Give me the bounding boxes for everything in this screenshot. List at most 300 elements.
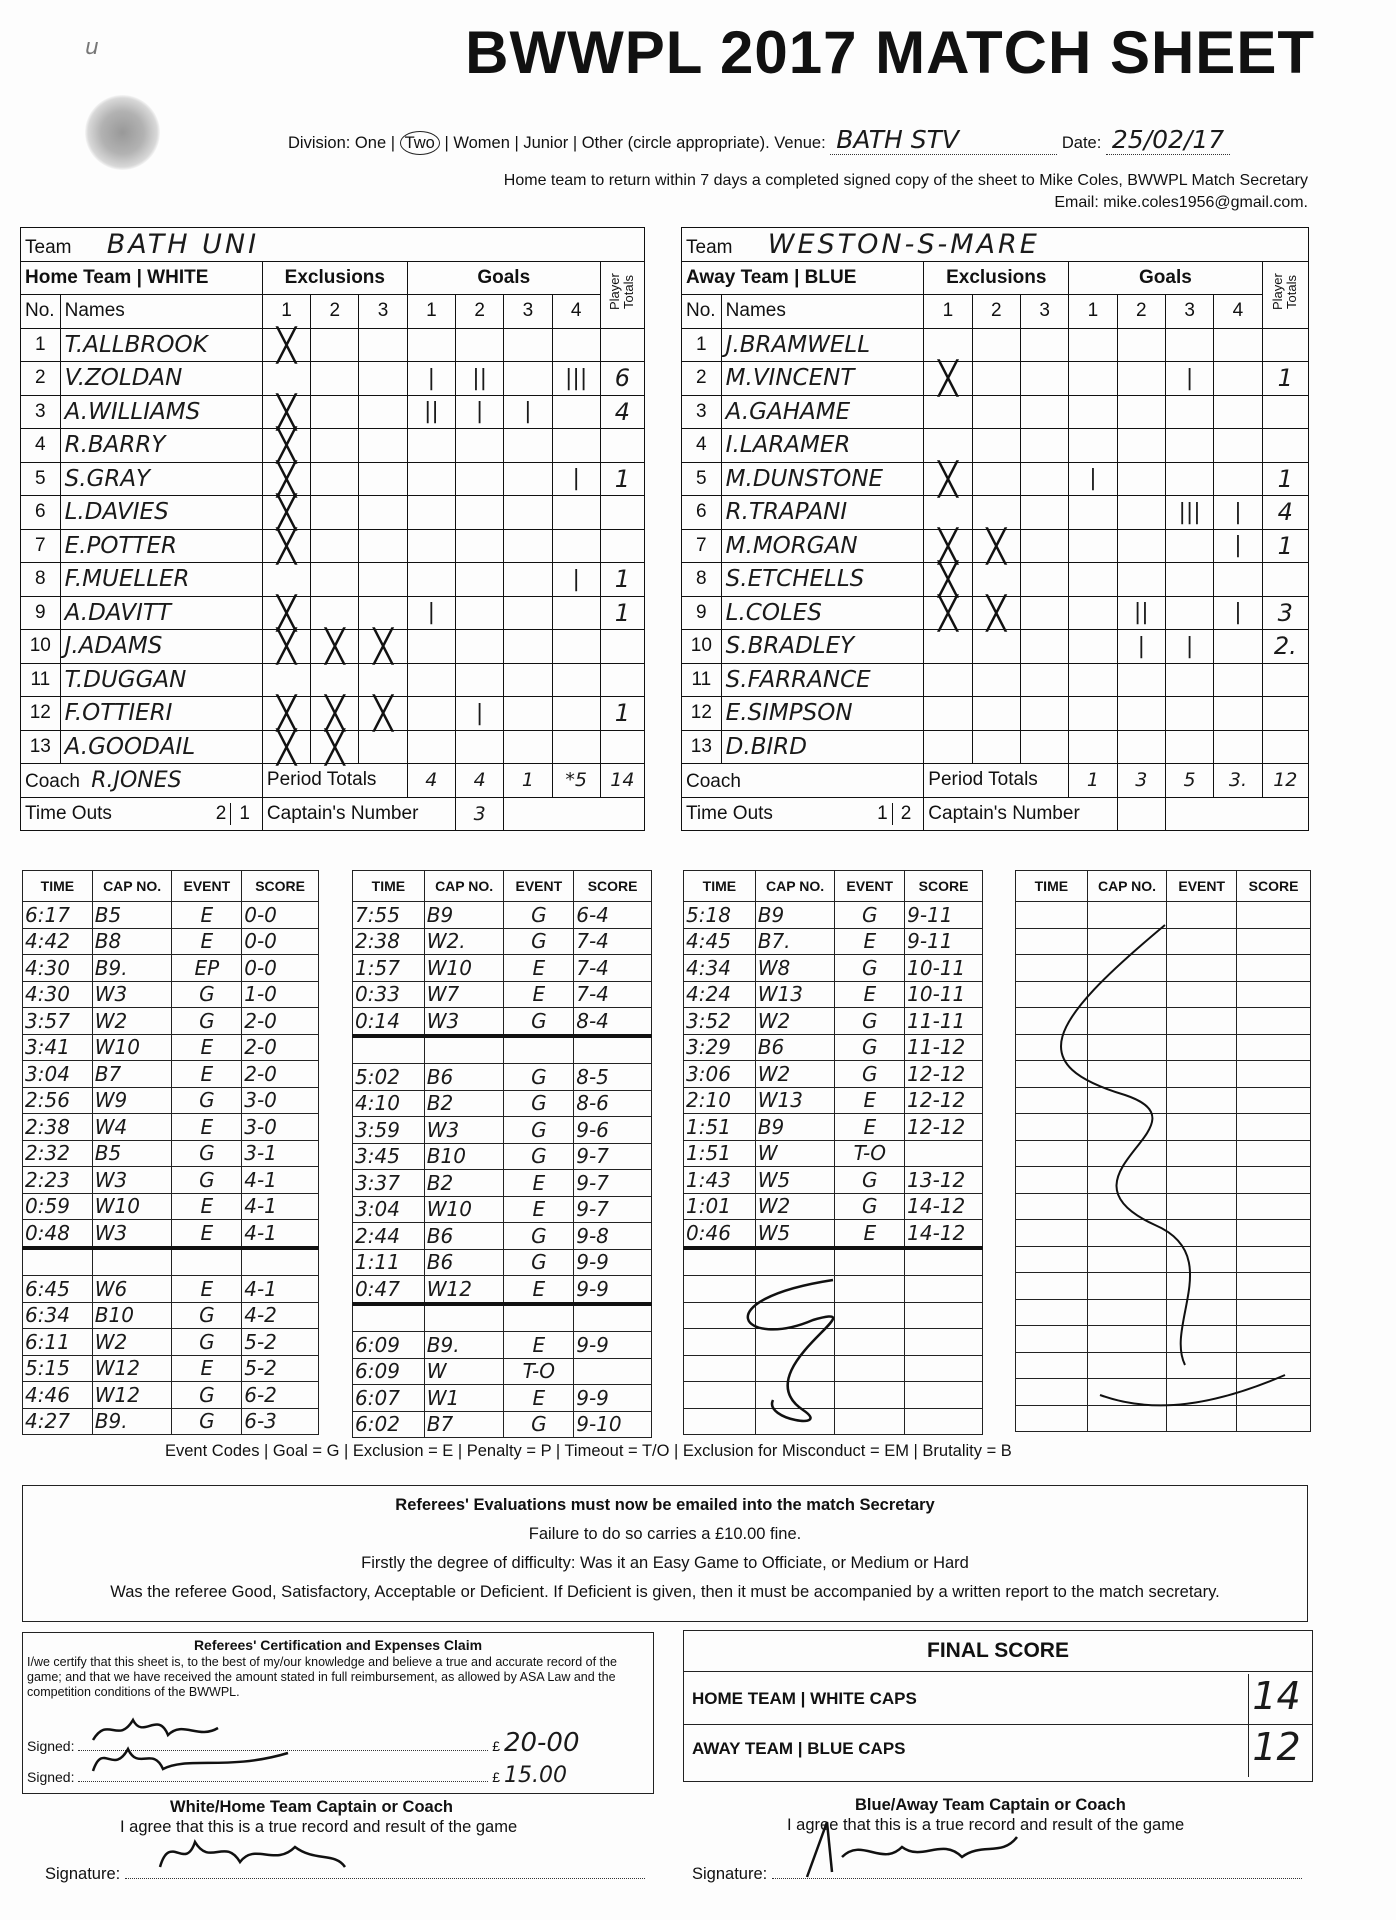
goal-tally[interactable]: || [407,395,455,429]
log-event[interactable]: G [504,1117,574,1144]
goal-tally[interactable]: | [407,362,455,396]
log-score[interactable]: 2-0 [242,1061,319,1088]
log-event[interactable]: E [835,981,905,1008]
log-score[interactable]: 11-12 [905,1034,983,1061]
goal-tally[interactable] [455,328,503,362]
exclusion-mark[interactable]: ╳ [938,594,958,631]
player-name[interactable]: L.COLES [721,596,924,630]
log-time[interactable]: 7:55 [353,902,425,929]
player-total[interactable] [600,496,644,530]
home-period-2[interactable]: 4 [455,764,503,798]
log-cap[interactable]: B6 [424,1223,504,1250]
log-cap[interactable]: W2 [755,1193,835,1220]
log-event[interactable]: G [835,955,905,982]
goal-tally[interactable] [407,496,455,530]
log-score[interactable]: 3-0 [242,1087,319,1114]
log-time[interactable]: 4:42 [23,928,93,955]
log-score[interactable]: 8-6 [574,1090,652,1117]
player-total[interactable]: 2. [1262,630,1308,664]
log-cap[interactable]: B8 [92,928,172,955]
goal-tally[interactable] [552,697,600,731]
player-name[interactable]: T.DUGGAN [60,663,262,697]
goal-tally[interactable] [1117,328,1165,362]
log-cap[interactable]: W3 [424,1008,504,1036]
home-period-3[interactable]: 1 [504,764,552,798]
log-event[interactable]: E [172,1114,242,1141]
log-cap[interactable]: B6 [424,1064,504,1091]
log-score[interactable]: 7-4 [574,928,652,955]
log-event[interactable]: G [172,1167,242,1194]
log-time[interactable]: 0:59 [23,1193,93,1220]
log-event[interactable]: E [172,1061,242,1088]
log-event[interactable]: G [172,1008,242,1035]
goal-tally[interactable] [407,462,455,496]
log-event[interactable]: G [172,1408,242,1435]
log-score[interactable]: 14-12 [905,1220,983,1248]
exclusion-mark[interactable]: ╳ [276,393,297,430]
goal-tally[interactable] [1214,563,1262,597]
log-cap[interactable]: W10 [424,1196,504,1223]
goal-tally[interactable]: ||| [552,362,600,396]
player-total[interactable]: 4 [600,395,644,429]
player-total[interactable]: 1 [600,697,644,731]
log-score[interactable]: 4-1 [242,1276,319,1303]
log-score[interactable]: 2-0 [242,1008,319,1035]
home-period-4[interactable]: *5 [552,764,600,798]
goal-tally[interactable] [1165,395,1213,429]
log-time[interactable]: 1:57 [353,955,425,982]
goal-tally[interactable] [504,529,552,563]
log-time[interactable]: 6:09 [353,1358,425,1385]
exclusion-mark[interactable]: ╳ [276,326,297,363]
amount-2[interactable]: 15.00 [503,1763,567,1788]
goal-tally[interactable] [504,496,552,530]
log-score[interactable]: 6-2 [242,1382,319,1409]
log-time[interactable]: 5:15 [23,1355,93,1382]
log-time[interactable]: 4:24 [684,981,756,1008]
goal-tally[interactable] [1069,395,1117,429]
away-captain-number[interactable] [1117,797,1165,831]
goal-tally[interactable] [407,328,455,362]
log-score[interactable]: 10-11 [905,981,983,1008]
log-score[interactable]: 9-9 [574,1385,652,1412]
goal-tally[interactable]: | [455,395,503,429]
goal-tally[interactable] [455,462,503,496]
log-time[interactable]: 3:57 [23,1008,93,1035]
timeout-2[interactable]: 2 [215,802,227,824]
goal-tally[interactable]: | [1165,362,1213,396]
log-cap[interactable]: W10 [424,955,504,982]
goal-tally[interactable] [455,630,503,664]
log-time[interactable]: 6:07 [353,1385,425,1412]
goal-tally[interactable] [1165,663,1213,697]
log-event[interactable]: G [172,1087,242,1114]
goal-tally[interactable] [504,429,552,463]
goal-tally[interactable] [504,730,552,764]
goal-tally[interactable]: ||| [1165,496,1213,530]
log-score[interactable]: 6-3 [242,1408,319,1435]
player-total[interactable]: 1 [1262,529,1308,563]
log-event[interactable] [504,1036,574,1064]
player-name[interactable]: A.WILLIAMS [60,395,262,429]
log-cap[interactable]: B9 [755,1114,835,1141]
goal-tally[interactable] [504,630,552,664]
log-event[interactable]: G [172,981,242,1008]
goal-tally[interactable]: | [552,563,600,597]
log-cap[interactable]: W10 [92,1193,172,1220]
log-time[interactable]: 0:46 [684,1220,756,1248]
log-cap[interactable]: B9 [424,902,504,929]
log-event[interactable]: G [172,1382,242,1409]
log-time[interactable]: 2:32 [23,1140,93,1167]
goal-tally[interactable] [552,663,600,697]
log-time[interactable]: 0:14 [353,1008,425,1036]
log-time[interactable]: 4:27 [23,1408,93,1435]
log-time[interactable]: 3:04 [353,1196,425,1223]
log-event[interactable]: G [504,1143,574,1170]
log-cap[interactable]: W [424,1358,504,1385]
exclusion-mark[interactable]: ╳ [938,527,958,564]
log-event[interactable] [172,1248,242,1276]
log-score[interactable]: 5-2 [242,1355,319,1382]
away-period-4[interactable]: 3. [1214,764,1262,798]
log-score[interactable]: 9-9 [574,1332,652,1359]
log-score[interactable]: 9-6 [574,1117,652,1144]
goal-tally[interactable] [455,663,503,697]
exclusion-mark[interactable]: ╳ [276,695,297,732]
player-name[interactable]: S.GRAY [60,462,262,496]
log-time[interactable]: 0:48 [23,1220,93,1248]
log-event[interactable]: G [504,1249,574,1276]
player-name[interactable]: E.SIMPSON [721,697,924,731]
goal-tally[interactable] [1165,730,1213,764]
exclusion-mark[interactable]: ╳ [373,628,393,665]
player-name[interactable]: R.TRAPANI [721,496,924,530]
log-cap[interactable]: W3 [92,1220,172,1248]
log-score[interactable]: 3-0 [242,1114,319,1141]
goal-tally[interactable]: | [552,462,600,496]
log-score[interactable]: 9-7 [574,1196,652,1223]
exclusion-mark[interactable]: ╳ [938,460,958,497]
log-score[interactable]: 0-0 [242,928,319,955]
log-cap[interactable]: W7 [424,981,504,1008]
log-cap[interactable]: B10 [92,1302,172,1329]
log-event[interactable]: G [835,1008,905,1035]
log-event[interactable]: G [172,1329,242,1356]
log-event[interactable] [504,1304,574,1332]
player-total[interactable] [1262,663,1308,697]
away-period-2[interactable]: 3 [1117,764,1165,798]
log-time[interactable]: 3:04 [23,1061,93,1088]
player-name[interactable]: S.BRADLEY [721,630,924,664]
log-event[interactable]: E [172,1034,242,1061]
goal-tally[interactable]: | [1069,462,1117,496]
log-score[interactable]: 6-4 [574,902,652,929]
exclusion-mark[interactable]: ╳ [276,628,297,665]
player-name[interactable]: R.BARRY [60,429,262,463]
away-captain-signature[interactable] [772,1862,1302,1879]
log-time[interactable]: 0:47 [353,1276,425,1304]
log-time[interactable]: 6:09 [353,1332,425,1359]
goal-tally[interactable] [504,697,552,731]
player-name[interactable]: S.ETCHELLS [721,563,924,597]
exclusion-mark[interactable]: ╳ [986,594,1006,631]
goal-tally[interactable] [1214,663,1262,697]
log-cap[interactable]: B7 [92,1061,172,1088]
goal-tally[interactable] [552,328,600,362]
log-time[interactable]: 5:02 [353,1064,425,1091]
player-name[interactable]: J.BRAMWELL [721,328,924,362]
log-score[interactable]: 12-12 [905,1087,983,1114]
log-score[interactable]: 8-5 [574,1064,652,1091]
goal-tally[interactable] [1069,630,1117,664]
exclusion-mark[interactable]: ╳ [986,527,1006,564]
exclusion-mark[interactable]: ╳ [325,695,345,732]
log-cap[interactable] [424,1036,504,1064]
log-cap[interactable]: W2 [755,1008,835,1035]
goal-tally[interactable] [504,362,552,396]
log-event[interactable]: G [504,1008,574,1036]
goal-tally[interactable] [1117,395,1165,429]
log-event[interactable]: G [504,1090,574,1117]
goal-tally[interactable] [1214,630,1262,664]
away-team-name[interactable]: WESTON-S-MARE [767,228,1040,260]
log-time[interactable]: 2:38 [23,1114,93,1141]
goal-tally[interactable] [504,328,552,362]
goal-tally[interactable]: || [1117,596,1165,630]
log-score[interactable]: 4-1 [242,1167,319,1194]
log-cap[interactable]: B10 [424,1143,504,1170]
log-cap[interactable] [424,1304,504,1332]
log-score[interactable]: 10-11 [905,955,983,982]
exclusion-mark[interactable]: ╳ [325,728,345,765]
goal-tally[interactable] [407,630,455,664]
player-total[interactable]: 1 [600,596,644,630]
log-score[interactable]: 12-12 [905,1114,983,1141]
player-name[interactable]: J.ADAMS [60,630,262,664]
log-event[interactable]: G [172,1140,242,1167]
goal-tally[interactable] [1117,697,1165,731]
player-total[interactable] [600,730,644,764]
log-cap[interactable]: W12 [92,1355,172,1382]
log-event[interactable]: E [504,1276,574,1304]
player-name[interactable]: D.BIRD [721,730,924,764]
log-event[interactable]: E [504,1385,574,1412]
goal-tally[interactable] [455,429,503,463]
player-total[interactable]: 1 [600,462,644,496]
home-captain-number[interactable]: 3 [455,797,503,831]
log-event[interactable]: E [835,1114,905,1141]
log-time[interactable] [23,1248,93,1276]
log-time[interactable]: 1:51 [684,1114,756,1141]
player-total[interactable] [1262,395,1308,429]
goal-tally[interactable] [455,496,503,530]
away-period-1[interactable]: 1 [1069,764,1117,798]
player-name[interactable]: L.DAVIES [60,496,262,530]
log-score[interactable] [574,1036,652,1064]
player-total[interactable] [1262,429,1308,463]
home-team-name[interactable]: BATH UNI [106,228,260,260]
goal-tally[interactable] [1069,529,1117,563]
log-score[interactable]: 11-11 [905,1008,983,1035]
goal-tally[interactable] [1069,563,1117,597]
goal-tally[interactable] [407,730,455,764]
log-score[interactable]: 0-0 [242,955,319,982]
exclusion-mark[interactable]: ╳ [325,628,345,665]
log-cap[interactable]: B7. [755,928,835,955]
goal-tally[interactable] [1069,596,1117,630]
goal-tally[interactable] [1069,328,1117,362]
goal-tally[interactable] [552,496,600,530]
log-score[interactable]: 7-4 [574,981,652,1008]
goal-tally[interactable] [1165,697,1213,731]
log-time[interactable]: 0:33 [353,981,425,1008]
log-event[interactable]: E [172,1355,242,1382]
log-event[interactable]: E [504,1196,574,1223]
log-cap[interactable]: W10 [92,1034,172,1061]
player-name[interactable]: S.FARRANCE [721,663,924,697]
log-cap[interactable]: W [755,1140,835,1167]
player-name[interactable]: M.MORGAN [721,529,924,563]
log-event[interactable]: E [504,1170,574,1197]
player-name[interactable]: A.GAHAME [721,395,924,429]
log-cap[interactable]: B2 [424,1090,504,1117]
goal-tally[interactable] [1069,496,1117,530]
log-time[interactable]: 4:30 [23,955,93,982]
goal-tally[interactable] [1165,429,1213,463]
log-score[interactable] [574,1358,652,1385]
goal-tally[interactable] [1165,328,1213,362]
log-time[interactable]: 6:45 [23,1276,93,1303]
player-total[interactable]: 4 [1262,496,1308,530]
goal-tally[interactable] [1117,429,1165,463]
log-cap[interactable]: W13 [755,981,835,1008]
log-cap[interactable]: W2. [424,928,504,955]
goal-tally[interactable] [504,462,552,496]
goal-tally[interactable] [504,596,552,630]
player-total[interactable]: 1 [1262,462,1308,496]
exclusion-mark[interactable]: ╳ [373,695,393,732]
log-time[interactable]: 3:52 [684,1008,756,1035]
player-total[interactable]: 1 [600,563,644,597]
referee-signature-2[interactable] [78,1763,488,1782]
log-time[interactable]: 1:43 [684,1167,756,1194]
log-cap[interactable]: W12 [424,1276,504,1304]
log-time[interactable]: 2:10 [684,1087,756,1114]
goal-tally[interactable] [552,395,600,429]
player-total[interactable] [1262,563,1308,597]
log-event[interactable]: G [504,928,574,955]
log-time[interactable]: 1:51 [684,1140,756,1167]
log-event[interactable]: E [835,1087,905,1114]
player-total[interactable] [1262,328,1308,362]
home-final-score[interactable]: 14 [1248,1674,1304,1724]
goal-tally[interactable] [1117,730,1165,764]
log-time[interactable]: 1:01 [684,1193,756,1220]
log-cap[interactable]: B9. [92,1408,172,1435]
log-event[interactable]: E [504,981,574,1008]
log-event[interactable]: G [835,1167,905,1194]
log-time[interactable]: 3:06 [684,1061,756,1088]
log-event[interactable]: G [504,1223,574,1250]
log-score[interactable]: 9-7 [574,1143,652,1170]
log-cap[interactable]: W1 [424,1385,504,1412]
player-total[interactable] [600,663,644,697]
goal-tally[interactable] [504,563,552,597]
log-event[interactable]: E [504,955,574,982]
goal-tally[interactable]: || [455,362,503,396]
away-total[interactable]: 12 [1262,764,1308,798]
goal-tally[interactable] [1117,663,1165,697]
log-score[interactable]: 9-11 [905,902,983,929]
log-cap[interactable]: W3 [424,1117,504,1144]
goal-tally[interactable]: | [407,596,455,630]
log-event[interactable]: G [835,1193,905,1220]
goal-tally[interactable] [1165,529,1213,563]
log-event[interactable]: G [835,902,905,929]
log-time[interactable]: 3:45 [353,1143,425,1170]
venue-field[interactable]: BATH STV [830,125,1057,155]
timeout-2[interactable]: 2 [892,803,920,825]
log-time[interactable]: 2:23 [23,1167,93,1194]
exclusion-mark[interactable]: ╳ [276,594,297,631]
log-cap[interactable]: W5 [755,1220,835,1248]
log-time[interactable]: 1:11 [353,1249,425,1276]
player-name[interactable]: I.LARAMER [721,429,924,463]
log-time[interactable]: 6:11 [23,1329,93,1356]
exclusion-mark[interactable]: ╳ [276,427,297,464]
log-score[interactable] [242,1248,319,1276]
away-final-score[interactable]: 12 [1248,1725,1304,1777]
log-cap[interactable]: B5 [92,1140,172,1167]
log-time[interactable]: 4:10 [353,1090,425,1117]
log-cap[interactable]: W6 [92,1276,172,1303]
goal-tally[interactable] [1165,596,1213,630]
log-event[interactable]: E [172,902,242,929]
log-cap[interactable]: B6 [424,1249,504,1276]
away-period-3[interactable]: 5 [1165,764,1213,798]
player-name[interactable]: T.ALLBROOK [60,328,262,362]
log-time[interactable]: 6:34 [23,1302,93,1329]
goal-tally[interactable]: | [1117,630,1165,664]
player-name[interactable]: A.GOODAIL [60,730,262,764]
log-cap[interactable]: W13 [755,1087,835,1114]
timeout-1[interactable]: 1 [877,802,888,824]
log-cap[interactable]: W12 [92,1382,172,1409]
log-score[interactable]: 9-9 [574,1276,652,1304]
goal-tally[interactable] [504,663,552,697]
log-cap[interactable]: W8 [755,955,835,982]
amount-1[interactable]: 20-00 [503,1728,580,1758]
log-event[interactable]: E [504,1332,574,1359]
player-total[interactable]: 3 [1262,596,1308,630]
log-score[interactable]: 9-9 [574,1249,652,1276]
log-score[interactable]: 9-8 [574,1223,652,1250]
goal-tally[interactable] [1117,362,1165,396]
goal-tally[interactable] [1117,496,1165,530]
log-score[interactable]: 3-1 [242,1140,319,1167]
log-score[interactable]: 5-2 [242,1329,319,1356]
log-event[interactable]: G [172,1302,242,1329]
log-event[interactable]: E [172,1193,242,1220]
goal-tally[interactable] [1069,697,1117,731]
goal-tally[interactable] [1165,563,1213,597]
log-cap[interactable]: B9 [755,902,835,929]
log-score[interactable]: 9-10 [574,1411,652,1438]
log-score[interactable]: 1-0 [242,981,319,1008]
log-score[interactable] [905,1140,983,1167]
goal-tally[interactable] [1069,429,1117,463]
